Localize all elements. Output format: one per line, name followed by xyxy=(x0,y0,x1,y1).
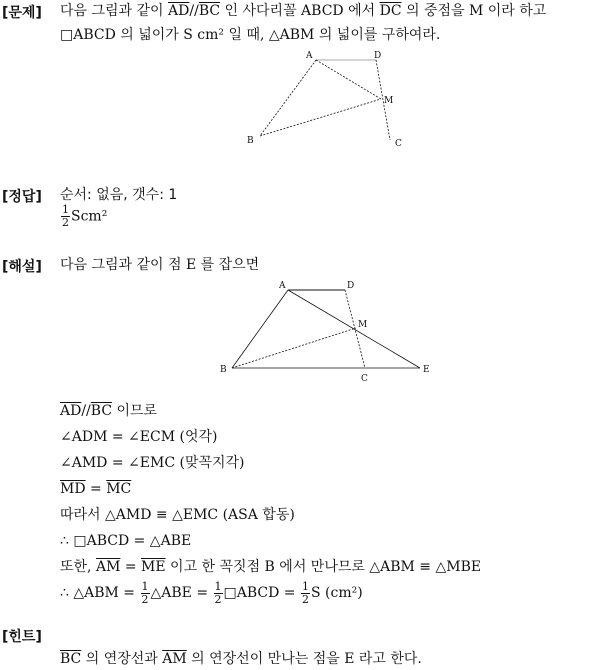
segment-ad: $\overline{AD}$ xyxy=(60,403,82,419)
fig2-label-c: C xyxy=(361,374,368,384)
fig1-label-m: M xyxy=(384,96,394,106)
explanation-step-5: 따라서 △AMD ≡ △EMC (ASA 합동) xyxy=(60,507,295,523)
problem-line-1 xyxy=(60,2,546,20)
hint-text: 의 연장선과 xyxy=(81,651,163,667)
explanation-label: [해설] xyxy=(2,259,42,275)
answer-tail: Scm² xyxy=(71,208,108,225)
segment-dc: $\overline{DC}$ xyxy=(379,3,402,19)
step-text: S (cm²) xyxy=(310,585,363,601)
segment-am: $\overline{AM}$ xyxy=(95,559,121,575)
problem-label: [문제] xyxy=(2,5,42,21)
segment-bc: $\overline{BC}$ xyxy=(198,3,221,19)
problem-line-2: □ABCD 의 넓이가 S cm² 일 때, △ABM 의 넓이를 구하여라. xyxy=(60,27,441,43)
segment-bc: $\overline{BC}$ xyxy=(60,651,82,667)
fig1-label-b: B xyxy=(247,136,254,146)
answer-line-1: 순서: 없음, 갯수: 1 xyxy=(60,187,178,203)
answer-fraction: $\frac{1}{2}$ xyxy=(62,203,69,229)
step-text: △ABE = xyxy=(150,585,213,601)
extended-figure xyxy=(218,276,438,386)
explanation-step-1 xyxy=(60,402,157,420)
problem-text: 의 중점을 M 이라 하고 xyxy=(401,3,547,19)
segment-mc: $\overline{MC}$ xyxy=(106,481,132,497)
half-fraction: $\frac{1}{2}$ xyxy=(214,579,222,606)
segment-md: $\overline{MD}$ xyxy=(60,481,86,497)
problem-text: 다음 그림과 같이 xyxy=(60,3,169,19)
explanation-step-3: ∠AMD = ∠EMC (맞꼭지각) xyxy=(60,455,245,471)
parallel-symbol: // xyxy=(189,3,199,19)
fig2-label-m: M xyxy=(358,320,368,330)
fig2-label-b: B xyxy=(220,365,227,375)
explanation-step-6: ∴ □ABCD = △ABE xyxy=(60,533,192,549)
explanation-step-8 xyxy=(60,580,363,606)
fig2-label-a: A xyxy=(279,281,286,291)
fig1-label-c: C xyxy=(395,139,402,149)
explanation-step-7 xyxy=(60,558,481,576)
explanation-step-2: ∠ADM = ∠ECM (엇각) xyxy=(60,429,218,445)
segment-am: $\overline{AM}$ xyxy=(162,651,187,667)
problem-text: 인 사다리꼴 ABCD 에서 xyxy=(220,3,380,19)
answer-label: [정답] xyxy=(2,189,42,205)
explanation-line-1: 다음 그림과 같이 점 E 를 잡으면 xyxy=(60,257,260,273)
fig1-label-a: A xyxy=(306,51,313,61)
equals-sign: = xyxy=(120,559,142,575)
half-fraction: $\frac{1}{2}$ xyxy=(301,579,309,606)
step-text: 또한, xyxy=(60,559,96,575)
step-text: 이므로 xyxy=(112,403,158,419)
answer-line-2 xyxy=(60,204,107,229)
half-fraction: $\frac{1}{2}$ xyxy=(141,579,149,606)
equals-sign: = xyxy=(85,481,107,497)
fig2-label-e: E xyxy=(423,365,430,375)
explanation-step-4 xyxy=(60,480,131,498)
fig2-label-d: D xyxy=(347,281,355,291)
hint-label: [힌트] xyxy=(2,629,42,645)
segment-me: $\overline{ME}$ xyxy=(141,559,166,575)
hint-text: 의 연장선이 만나는 점을 E 라고 한다. xyxy=(186,651,422,667)
parallel-symbol: // xyxy=(81,403,91,419)
step-text: □ABCD = xyxy=(223,585,300,601)
trapezoid-figure xyxy=(240,48,420,152)
segment-ad: $\overline{AD}$ xyxy=(168,3,190,19)
step-text: 이고 한 꼭짓점 B 에서 만나므로 △ABM ≡ △MBE xyxy=(165,559,482,575)
fig1-label-d: D xyxy=(374,51,382,61)
segment-bc: $\overline{BC}$ xyxy=(90,403,113,419)
step-text: ∴ △ABM = xyxy=(60,585,140,601)
hint-line xyxy=(60,650,422,668)
